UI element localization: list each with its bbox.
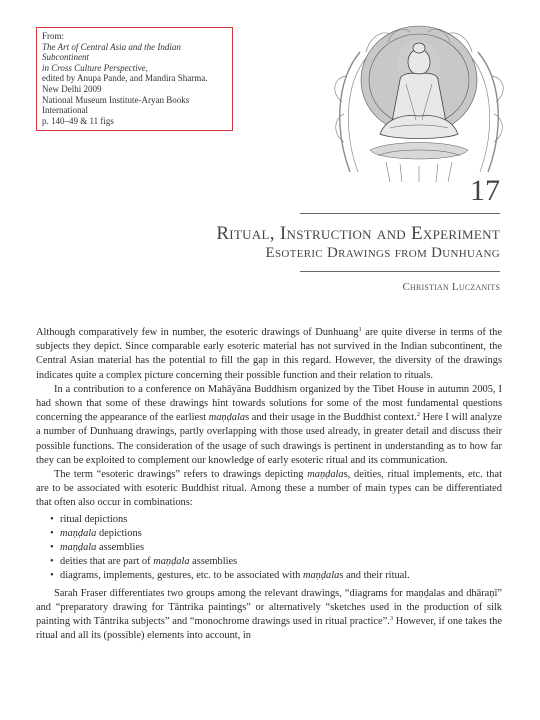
chapter-author: Christian Luczanits: [402, 281, 500, 293]
paragraph-1: Although comparatively few in number, the esoteric drawings of Dunhuang$^1$ are quite diverse in terms of the subjects they depict. Since comparable early esoteric material has not survived in the Indian subcontinent, the Central Asian material has the potential to fill the gap in this regard. However, the diversity of the drawings indicates quite a complex picture concerning their possible function and their relation to rituals.: [36, 326, 502, 381]
source-citation-box: [36, 27, 233, 131]
list-item: • deities that are part of maṇḍala assemblies: [50, 555, 502, 569]
footnote-ref-1[interactable]: 1: [358, 326, 362, 333]
source-place-year: New Delhi 2009: [42, 83, 102, 94]
source-edited-prefix: edited by: [42, 73, 76, 84]
source-from-label: From:: [42, 31, 65, 41]
source-editors-line: [42, 73, 227, 84]
footnote-ref-2[interactable]: 2: [416, 411, 420, 419]
source-book-subtitle: in Cross Culture Perspective,: [42, 62, 148, 73]
drawing-types-list: [36, 513, 502, 584]
chapter-number: 17: [470, 174, 500, 207]
list-item: • ritual depictions: [50, 513, 502, 527]
list-item: • diagrams, implements, gestures, etc. to be associated with maṇḍalas and their ritual.: [50, 569, 502, 583]
paragraph-4: Sarah Fraser differentiates two groups among the relevant drawings, “diagrams for maṇḍalas and dhāraṇī” and “preparatory drawing for Tāntrika paintings” or alternatively “sketches used in the production of silk painting with Tāntrika subjects” and “monochrome drawings used in ritual practice”.$^3$ However, if one takes the ritual and all its (possible) elements into account, in: [36, 587, 502, 642]
source-editors: Anupa Pande, and Mandira Sharma.: [75, 73, 208, 84]
chapter-subtitle: Esoteric Drawings from Dunhuang: [265, 245, 500, 261]
source-publisher-line1: National Museum Institute-Aryan Books: [42, 94, 190, 105]
chapter-title: Ritual, Instruction and Experiment: [216, 223, 500, 244]
title-rule-bottom: [300, 271, 500, 272]
chapter-body: [36, 326, 502, 643]
source-publisher-line2: International: [42, 105, 88, 116]
source-pages: p. 140–49 & 11 figs: [42, 115, 114, 126]
list-item: • maṇḍala depictions: [50, 527, 502, 541]
source-book-title: The Art of Central Asia and the Indian Subcontinent: [42, 41, 181, 63]
buddha-illustration: [330, 22, 508, 184]
title-rule-top: [300, 213, 500, 214]
list-item: • maṇḍala assemblies: [50, 541, 502, 555]
footnote-ref-3[interactable]: 3: [389, 615, 394, 623]
paragraph-2: In a contribution to a conference on Mahāyāna Buddhism organized by the Tibet House in autumn 2005, I had shown that some of these drawings hint towards solutions for some of the most fundamental questions concerning the appearance of the earliest maṇḍalas and their usage in the Buddhist context.$^2$ Here I will analyze a number of Dunhuang drawings, partly overlapping with those used already, in greater detail and discuss their possible functions. The consideration of the usage of such drawings is pertinent in understanding as to how far they can be exploited to complement our knowledge of early esoteric ritual and its communication.: [36, 383, 502, 466]
paragraph-3: The term “esoteric drawings” refers to drawings depicting maṇḍalas, deities, ritual implements, etc. that are to be associated with esoteric Buddhist ritual. Among these a number of main types can be differentiated that often also occur in combinations:: [36, 469, 502, 509]
